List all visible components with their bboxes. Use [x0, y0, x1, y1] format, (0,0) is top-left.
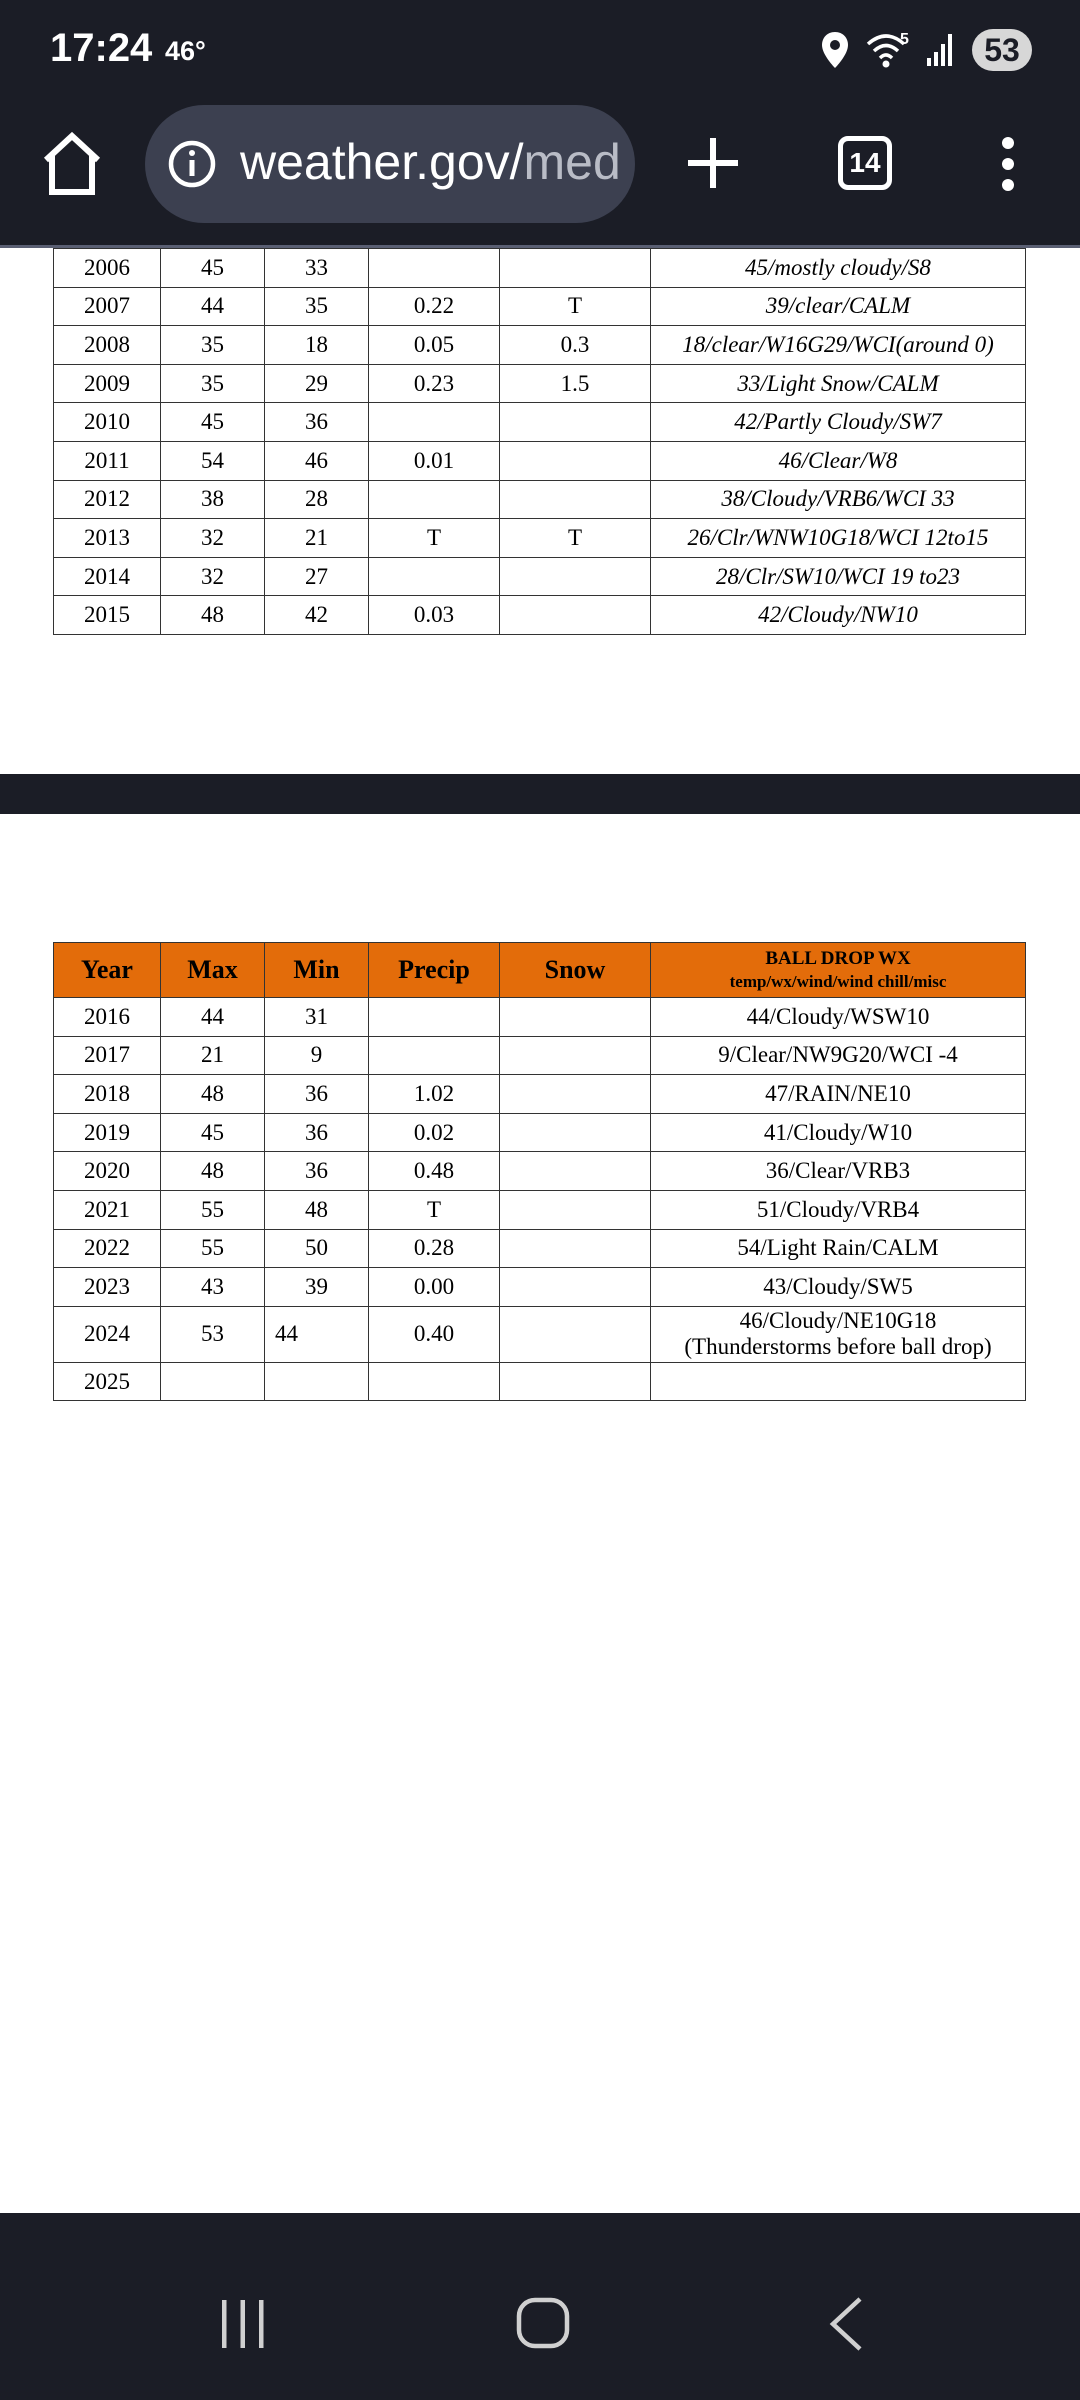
- min-cell: 27: [265, 557, 369, 596]
- snow-cell: 0.3: [500, 326, 651, 365]
- wx-cell: [651, 1362, 1026, 1401]
- wx-cell: 41/Cloudy/W10: [651, 1113, 1026, 1152]
- min-cell: 18: [265, 326, 369, 365]
- pdf-page-gap: [0, 774, 1080, 814]
- year-cell: 2020: [54, 1152, 161, 1191]
- home-icon: [40, 128, 104, 200]
- header-ball-drop-wx: [651, 943, 1026, 998]
- precip-cell: 0.22: [369, 287, 500, 326]
- precip-cell: 0.28: [369, 1229, 500, 1268]
- min-cell: 46: [265, 441, 369, 480]
- min-cell: 50: [265, 1229, 369, 1268]
- wx-cell: 26/Clr/WNW10G18/WCI 12to15: [651, 519, 1026, 558]
- year-cell: 2006: [54, 249, 161, 288]
- year-cell: 2023: [54, 1268, 161, 1307]
- max-cell: 43: [161, 1268, 265, 1307]
- snow-cell: [500, 557, 651, 596]
- location-icon: [820, 30, 850, 70]
- table-row: [54, 1362, 1026, 1401]
- snow-cell: [500, 596, 651, 635]
- year-cell: 2009: [54, 364, 161, 403]
- precip-cell: T: [369, 519, 500, 558]
- new-tab-button[interactable]: [685, 135, 741, 191]
- header-wx-subtitle: temp/wx/wind/wind chill/misc: [729, 972, 947, 991]
- wx-cell: 42/Partly Cloudy/SW7: [651, 403, 1026, 442]
- wx-cell: 43/Cloudy/SW5: [651, 1268, 1026, 1307]
- wx-cell: 42/Cloudy/NW10: [651, 596, 1026, 635]
- year-cell: 2011: [54, 441, 161, 480]
- wx-cell: 36/Clear/VRB3: [651, 1152, 1026, 1191]
- wx-note: (Thunderstorms before ball drop): [684, 1334, 992, 1360]
- wx-cell: 51/Cloudy/VRB4: [651, 1190, 1026, 1229]
- header-year: Year: [54, 943, 161, 998]
- year-cell: 2010: [54, 403, 161, 442]
- snow-cell: 1.5: [500, 364, 651, 403]
- min-cell: 28: [265, 480, 369, 519]
- nav-home-icon: [515, 2296, 573, 2350]
- table-row: [54, 249, 1026, 288]
- recent-apps-button[interactable]: [220, 2298, 266, 2350]
- snow-cell: [500, 998, 651, 1037]
- max-cell: 44: [161, 287, 265, 326]
- precip-cell: [369, 1362, 500, 1401]
- recent-apps-icon: [220, 2298, 266, 2350]
- precip-cell: [369, 557, 500, 596]
- table-row: [54, 1306, 1026, 1362]
- signal-icon: [926, 32, 956, 68]
- snow-cell: [500, 1362, 651, 1401]
- max-cell: 53: [161, 1306, 265, 1362]
- wx-cell: 9/Clear/NW9G20/WCI -4: [651, 1036, 1026, 1075]
- precip-cell: 0.02: [369, 1113, 500, 1152]
- snow-cell: [500, 1190, 651, 1229]
- table-row: [54, 364, 1026, 403]
- header-precip: Precip: [369, 943, 500, 998]
- min-cell: 39: [265, 1268, 369, 1307]
- table-row: [54, 557, 1026, 596]
- battery-indicator: 53: [972, 29, 1032, 71]
- snow-cell: [500, 249, 651, 288]
- max-cell: 45: [161, 1113, 265, 1152]
- precip-cell: [369, 1036, 500, 1075]
- precip-cell: 1.02: [369, 1075, 500, 1114]
- max-cell: 21: [161, 1036, 265, 1075]
- year-cell: 2024: [54, 1306, 161, 1362]
- precip-cell: T: [369, 1190, 500, 1229]
- precip-cell: [369, 480, 500, 519]
- snow-cell: [500, 480, 651, 519]
- wx-cell: 39/clear/CALM: [651, 287, 1026, 326]
- table-row: [54, 1113, 1026, 1152]
- table-row: [54, 1152, 1026, 1191]
- overflow-menu-button[interactable]: [992, 136, 1024, 192]
- tab-switcher-button[interactable]: [838, 136, 892, 190]
- max-cell: 35: [161, 364, 265, 403]
- precip-cell: [369, 249, 500, 288]
- url-path: med: [523, 134, 621, 190]
- min-cell: 42: [265, 596, 369, 635]
- wx-cell: 28/Clr/SW10/WCI 19 to23: [651, 557, 1026, 596]
- snow-cell: [500, 403, 651, 442]
- info-icon[interactable]: [167, 139, 217, 189]
- wx-cell: 45/mostly cloudy/S8: [651, 249, 1026, 288]
- wx-cell: 46/Clear/W8: [651, 441, 1026, 480]
- status-time: 17:24: [50, 26, 153, 70]
- year-cell: 2021: [54, 1190, 161, 1229]
- page-content[interactable]: [0, 248, 1080, 2213]
- snow-cell: [500, 1075, 651, 1114]
- year-cell: 2016: [54, 998, 161, 1037]
- precip-cell: 0.01: [369, 441, 500, 480]
- status-temperature: 46°: [165, 36, 206, 66]
- wx-cell: 38/Cloudy/VRB6/WCI 33: [651, 480, 1026, 519]
- wx-cell: 33/Light Snow/CALM: [651, 364, 1026, 403]
- year-cell: 2012: [54, 480, 161, 519]
- table-header-row: [54, 943, 1026, 998]
- min-cell: 44: [265, 1306, 369, 1362]
- min-cell: 48: [265, 1190, 369, 1229]
- year-cell: 2013: [54, 519, 161, 558]
- home-button[interactable]: [40, 128, 104, 200]
- year-cell: 2015: [54, 596, 161, 635]
- precip-cell: 0.40: [369, 1306, 500, 1362]
- table-row: [54, 1036, 1026, 1075]
- table-row: [54, 1229, 1026, 1268]
- table-row: [54, 1075, 1026, 1114]
- max-cell: 45: [161, 403, 265, 442]
- header-snow: Snow: [500, 943, 651, 998]
- max-cell: 48: [161, 1075, 265, 1114]
- min-cell: 36: [265, 1113, 369, 1152]
- table-row: [54, 480, 1026, 519]
- max-cell: 32: [161, 519, 265, 558]
- min-cell: 21: [265, 519, 369, 558]
- min-cell: 9: [265, 1036, 369, 1075]
- wifi-icon: [866, 30, 910, 70]
- table-row: [54, 1190, 1026, 1229]
- year-cell: 2019: [54, 1113, 161, 1152]
- max-cell: 45: [161, 249, 265, 288]
- snow-cell: [500, 1036, 651, 1075]
- min-cell: 35: [265, 287, 369, 326]
- precip-cell: [369, 998, 500, 1037]
- table-row: [54, 1268, 1026, 1307]
- back-button[interactable]: [826, 2296, 866, 2352]
- weather-table-2006-2015: [53, 248, 1026, 635]
- snow-cell: [500, 1268, 651, 1307]
- wx-line: 46/Cloudy/NE10G18: [739, 1308, 937, 1334]
- year-cell: 2018: [54, 1075, 161, 1114]
- header-max: Max: [161, 943, 265, 998]
- url-text[interactable]: [240, 133, 621, 191]
- precip-cell: 0.48: [369, 1152, 500, 1191]
- max-cell: 55: [161, 1229, 265, 1268]
- status-icons: [820, 22, 1032, 78]
- wx-cell: 54/Light Rain/CALM: [651, 1229, 1026, 1268]
- precip-cell: 0.03: [369, 596, 500, 635]
- year-cell: 2022: [54, 1229, 161, 1268]
- max-cell: 48: [161, 1152, 265, 1191]
- year-cell: 2017: [54, 1036, 161, 1075]
- snow-cell: T: [500, 287, 651, 326]
- table-row: [54, 998, 1026, 1037]
- min-cell: 36: [265, 1152, 369, 1191]
- tab-count: 14: [849, 147, 881, 178]
- year-cell: 2014: [54, 557, 161, 596]
- precip-cell: 0.05: [369, 326, 500, 365]
- min-cell: 29: [265, 364, 369, 403]
- table-row: [54, 441, 1026, 480]
- year-cell: 2007: [54, 287, 161, 326]
- url-domain: weather.gov/: [240, 134, 524, 190]
- wx-cell: 18/clear/W16G29/WCI(around 0): [651, 326, 1026, 365]
- plus-icon: [685, 135, 741, 191]
- more-vert-icon: [992, 136, 1024, 192]
- snow-cell: [500, 1152, 651, 1191]
- header-wx-title: BALL DROP WX: [765, 948, 911, 969]
- max-cell: [161, 1362, 265, 1401]
- table-row: [54, 519, 1026, 558]
- min-cell: 33: [265, 249, 369, 288]
- min-cell: 36: [265, 1075, 369, 1114]
- address-bar[interactable]: [145, 105, 635, 223]
- weather-table-2016-2025: [53, 942, 1026, 1401]
- snow-cell: [500, 1306, 651, 1362]
- year-cell: 2025: [54, 1362, 161, 1401]
- table-row: [54, 403, 1026, 442]
- table-row: [54, 596, 1026, 635]
- max-cell: 35: [161, 326, 265, 365]
- year-cell: 2008: [54, 326, 161, 365]
- snow-cell: T: [500, 519, 651, 558]
- precip-cell: 0.23: [369, 364, 500, 403]
- snow-cell: [500, 1229, 651, 1268]
- wx-cell: [651, 1306, 1026, 1362]
- precip-cell: [369, 403, 500, 442]
- nav-home-button[interactable]: [515, 2296, 573, 2350]
- max-cell: 48: [161, 596, 265, 635]
- wifi-badge: 5: [900, 31, 909, 48]
- table-row: [54, 287, 1026, 326]
- max-cell: 32: [161, 557, 265, 596]
- wx-cell: 44/Cloudy/WSW10: [651, 998, 1026, 1037]
- snow-cell: [500, 441, 651, 480]
- header-min: Min: [265, 943, 369, 998]
- system-nav-bar: [0, 2213, 1080, 2400]
- max-cell: 54: [161, 441, 265, 480]
- max-cell: 38: [161, 480, 265, 519]
- min-cell: 36: [265, 403, 369, 442]
- max-cell: 55: [161, 1190, 265, 1229]
- table-row: [54, 326, 1026, 365]
- snow-cell: [500, 1113, 651, 1152]
- status-bar: [0, 0, 1080, 100]
- precip-cell: 0.00: [369, 1268, 500, 1307]
- wx-cell: 47/RAIN/NE10: [651, 1075, 1026, 1114]
- max-cell: 44: [161, 998, 265, 1037]
- min-cell: 31: [265, 998, 369, 1037]
- min-cell: [265, 1362, 369, 1401]
- back-icon: [826, 2296, 866, 2352]
